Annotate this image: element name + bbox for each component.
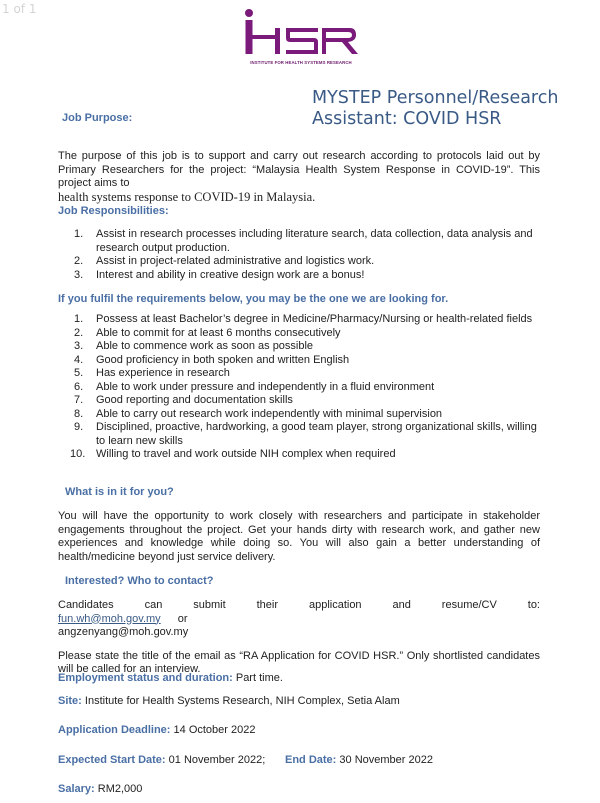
- end-date: End Date: 30 November 2022: [285, 754, 433, 766]
- purpose-text: The purpose of this job is to support and carry out research according to protocols laid out by Primary Researchers for the project: “Malaysia Health System Response in COVID-19”. This project aims to: [58, 150, 540, 189]
- job-title: [312, 88, 572, 130]
- responsibilities-section: [58, 205, 540, 282]
- expected-start-date: Expected Start Date: 01 November 2022;: [58, 754, 266, 766]
- list-item: 2. Able to commit for at least 6 months consecutively: [74, 326, 341, 339]
- list-item: 1. Assist in research processes including literature search, data collection, data analysis and research output production.: [74, 228, 533, 254]
- list-item: 3. Able to commence work as soon as possible: [74, 340, 314, 352]
- contact-section: [58, 575, 540, 677]
- contact-note: Please state the title of the email as “RA Application for COVID HSR.” Only shortlisted candidates will be called for an interview.: [58, 649, 540, 675]
- list-item: 5. Has experience in research: [74, 367, 230, 379]
- requirements-list: [58, 313, 540, 462]
- list-item: 3. Interest and ability in creative design work are a bonus!: [74, 268, 365, 281]
- site: Site: Institute for Health Systems Research, NIH Complex, Setia Alam: [58, 695, 400, 707]
- application-deadline: Application Deadline: 14 October 2022: [58, 724, 256, 736]
- benefits-section: [58, 486, 540, 564]
- purpose-text-serif: health systems response to COVID-19 in Malaysia.: [58, 189, 316, 204]
- employment-status: Employment status and duration: Part time.: [58, 672, 283, 684]
- list-item: 8. Able to carry out research work independently with minimal supervision: [74, 407, 443, 420]
- requirements-heading: If you fulfil the requirements below, you may be the one we are looking for.: [58, 293, 449, 305]
- page-counter: 1 of 1: [2, 2, 37, 16]
- salary: Salary: RM2,000: [58, 783, 143, 795]
- job-purpose-label: Job Purpose:: [62, 112, 133, 124]
- list-item: 6. Able to work under pressure and independently in a fluid environment: [74, 380, 435, 393]
- job-title-line1: MYSTEP Personnel/Research: [312, 88, 559, 108]
- benefits-text: You will have the opportunity to work closely with researchers and participate in stakeholder engagements throughout the project. Get your hands dirty with research work, and gather new experiences and knowledge while doing so. You will also gain a better understanding of health/medicine beyond just service delivery.: [58, 510, 540, 563]
- list-item: 1. Possess at least Bachelor’s degree in Medicine/Pharmacy/Nursing or health-related fields: [74, 313, 533, 325]
- list-item: 9. Disciplined, proactive, hardworking, a good team player, strong organizational skills, willing to learn new skills: [74, 421, 537, 447]
- responsibilities-list: [58, 228, 540, 282]
- hsr-logo: [242, 8, 360, 66]
- responsibilities-heading: Job Responsibilities:: [58, 205, 169, 217]
- hsr-logo-mark: [242, 8, 360, 58]
- list-item: 2. Assist in project-related administrative and logistics work.: [74, 255, 375, 267]
- contact-heading: Interested? Who to contact?: [65, 575, 214, 587]
- email-link-fun[interactable]: fun.wh@moh.gov.my: [58, 612, 161, 625]
- benefits-heading: What is in it for you?: [65, 486, 174, 498]
- job-title-line2: Assistant: COVID HSR: [312, 109, 502, 129]
- purpose-section: [58, 150, 540, 204]
- requirements-section: [58, 293, 540, 462]
- email-angzenyang: angzenyang@moh.gov.my: [58, 626, 189, 638]
- logo-caption: INSTITUTE FOR HEALTH SYSTEMS RESEARCH: [250, 60, 352, 65]
- list-item: 7. Good reporting and documentation skills: [74, 394, 293, 406]
- list-item: 4. Good proficiency in both spoken and written English: [74, 353, 350, 366]
- list-item: 10. Willing to travel and work outside NIH complex when required: [70, 448, 396, 460]
- contact-text: Candidates can submit their application and resume/CV to: fun.wh@moh.gov.my or angzenyang@moh.gov.my: [58, 599, 540, 638]
